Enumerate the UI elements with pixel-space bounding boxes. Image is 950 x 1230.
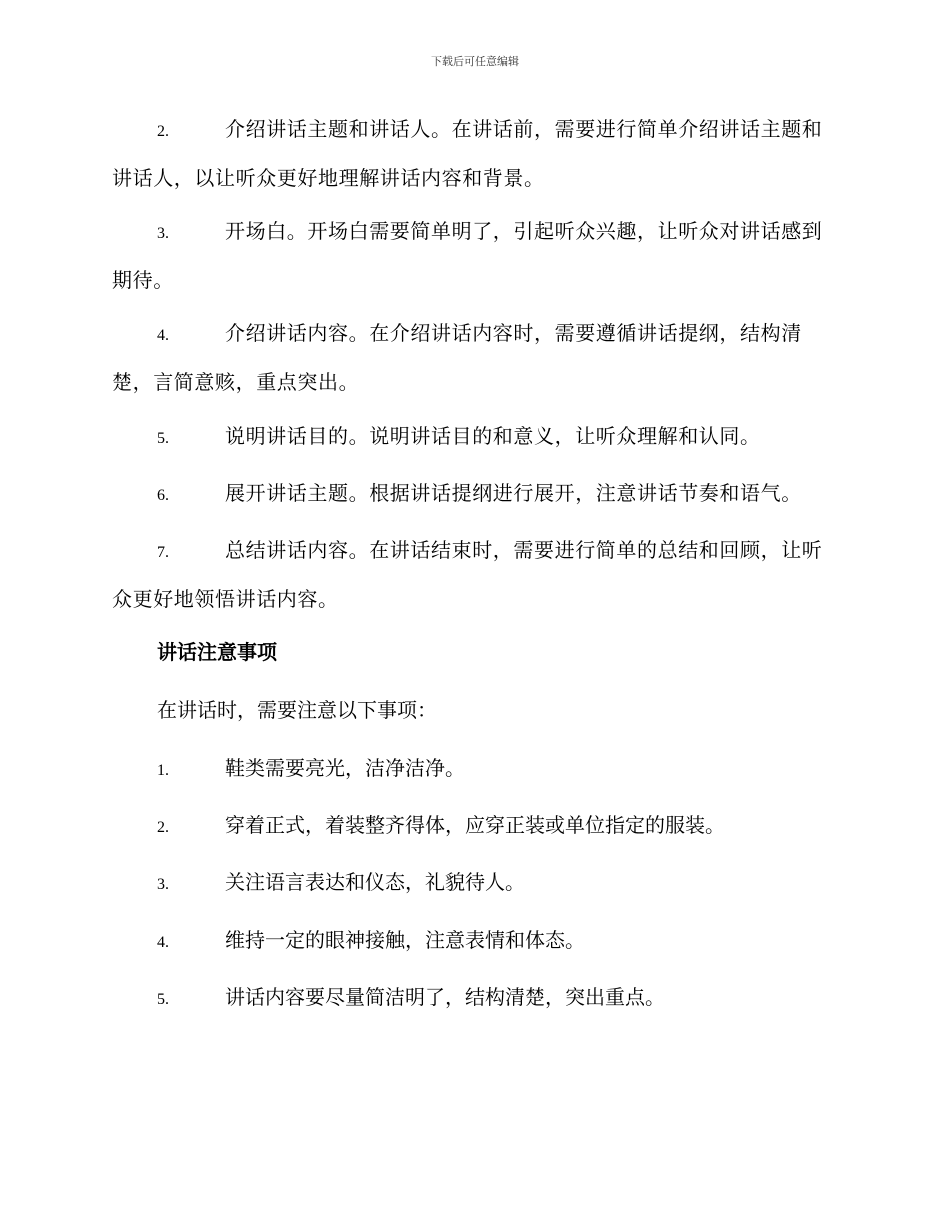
list-item-text: 关注语言表达和仪态，礼貌待人。 bbox=[225, 870, 525, 894]
list-item-text: 维持一定的眼神接触，注意表情和体态。 bbox=[225, 928, 585, 952]
list-item-number: 3. bbox=[157, 876, 169, 893]
list-item-text: 鞋类需要亮光，洁净洁净。 bbox=[225, 756, 465, 780]
step-paragraph bbox=[112, 413, 837, 462]
list-item-number: 1. bbox=[157, 762, 169, 779]
step-paragraph bbox=[112, 470, 837, 519]
step-text: 展开讲话主题。根据讲话提纲进行展开，注意讲话节奏和语气。 bbox=[225, 481, 802, 505]
step-paragraph bbox=[112, 310, 837, 405]
list-item-text: 穿着正式，着装整齐得体，应穿正装或单位指定的服装。 bbox=[225, 813, 725, 837]
step-number: 7. bbox=[157, 544, 169, 561]
section-heading: 讲话注意事项 bbox=[157, 640, 277, 664]
step-number: 4. bbox=[157, 327, 169, 344]
section-intro: 在讲话时，需要注意以下事项： bbox=[157, 698, 437, 722]
list-item-number: 2. bbox=[157, 819, 169, 836]
list-item bbox=[112, 925, 837, 958]
step-number: 3. bbox=[157, 225, 169, 242]
list-item bbox=[112, 867, 837, 900]
step-paragraph bbox=[112, 208, 837, 303]
step-text: 介绍讲话内容。在介绍讲话内容时，需要遵循讲话提纲，结构清楚，言简意赅，重点突出。 bbox=[112, 321, 802, 394]
step-paragraph bbox=[112, 106, 837, 201]
list-item-number: 4. bbox=[157, 934, 169, 951]
list-item-number: 5. bbox=[157, 991, 169, 1008]
page-header: 下载后可任意编辑 bbox=[431, 55, 519, 68]
list-item bbox=[112, 810, 837, 843]
step-paragraph bbox=[112, 527, 837, 622]
step-text: 介绍讲话主题和讲话人。在讲话前，需要进行简单介绍讲话主题和讲话人，以让听众更好地理解讲话内容和背景。 bbox=[112, 117, 823, 190]
list-item-text: 讲话内容要尽量简洁明了，结构清楚，突出重点。 bbox=[225, 985, 665, 1009]
list-item bbox=[112, 753, 837, 786]
step-number: 2. bbox=[157, 123, 169, 140]
step-number: 5. bbox=[157, 430, 169, 447]
step-text: 开场白。开场白需要简单明了，引起听众兴趣，让听众对讲话感到期待。 bbox=[112, 219, 823, 292]
step-text: 说明讲话目的。说明讲话目的和意义，让听众理解和认同。 bbox=[225, 424, 761, 448]
list-item bbox=[112, 982, 837, 1015]
step-number: 6. bbox=[157, 487, 169, 504]
step-text: 总结讲话内容。在讲话结束时，需要进行简单的总结和回顾，让听众更好地领悟讲话内容。 bbox=[112, 538, 823, 611]
